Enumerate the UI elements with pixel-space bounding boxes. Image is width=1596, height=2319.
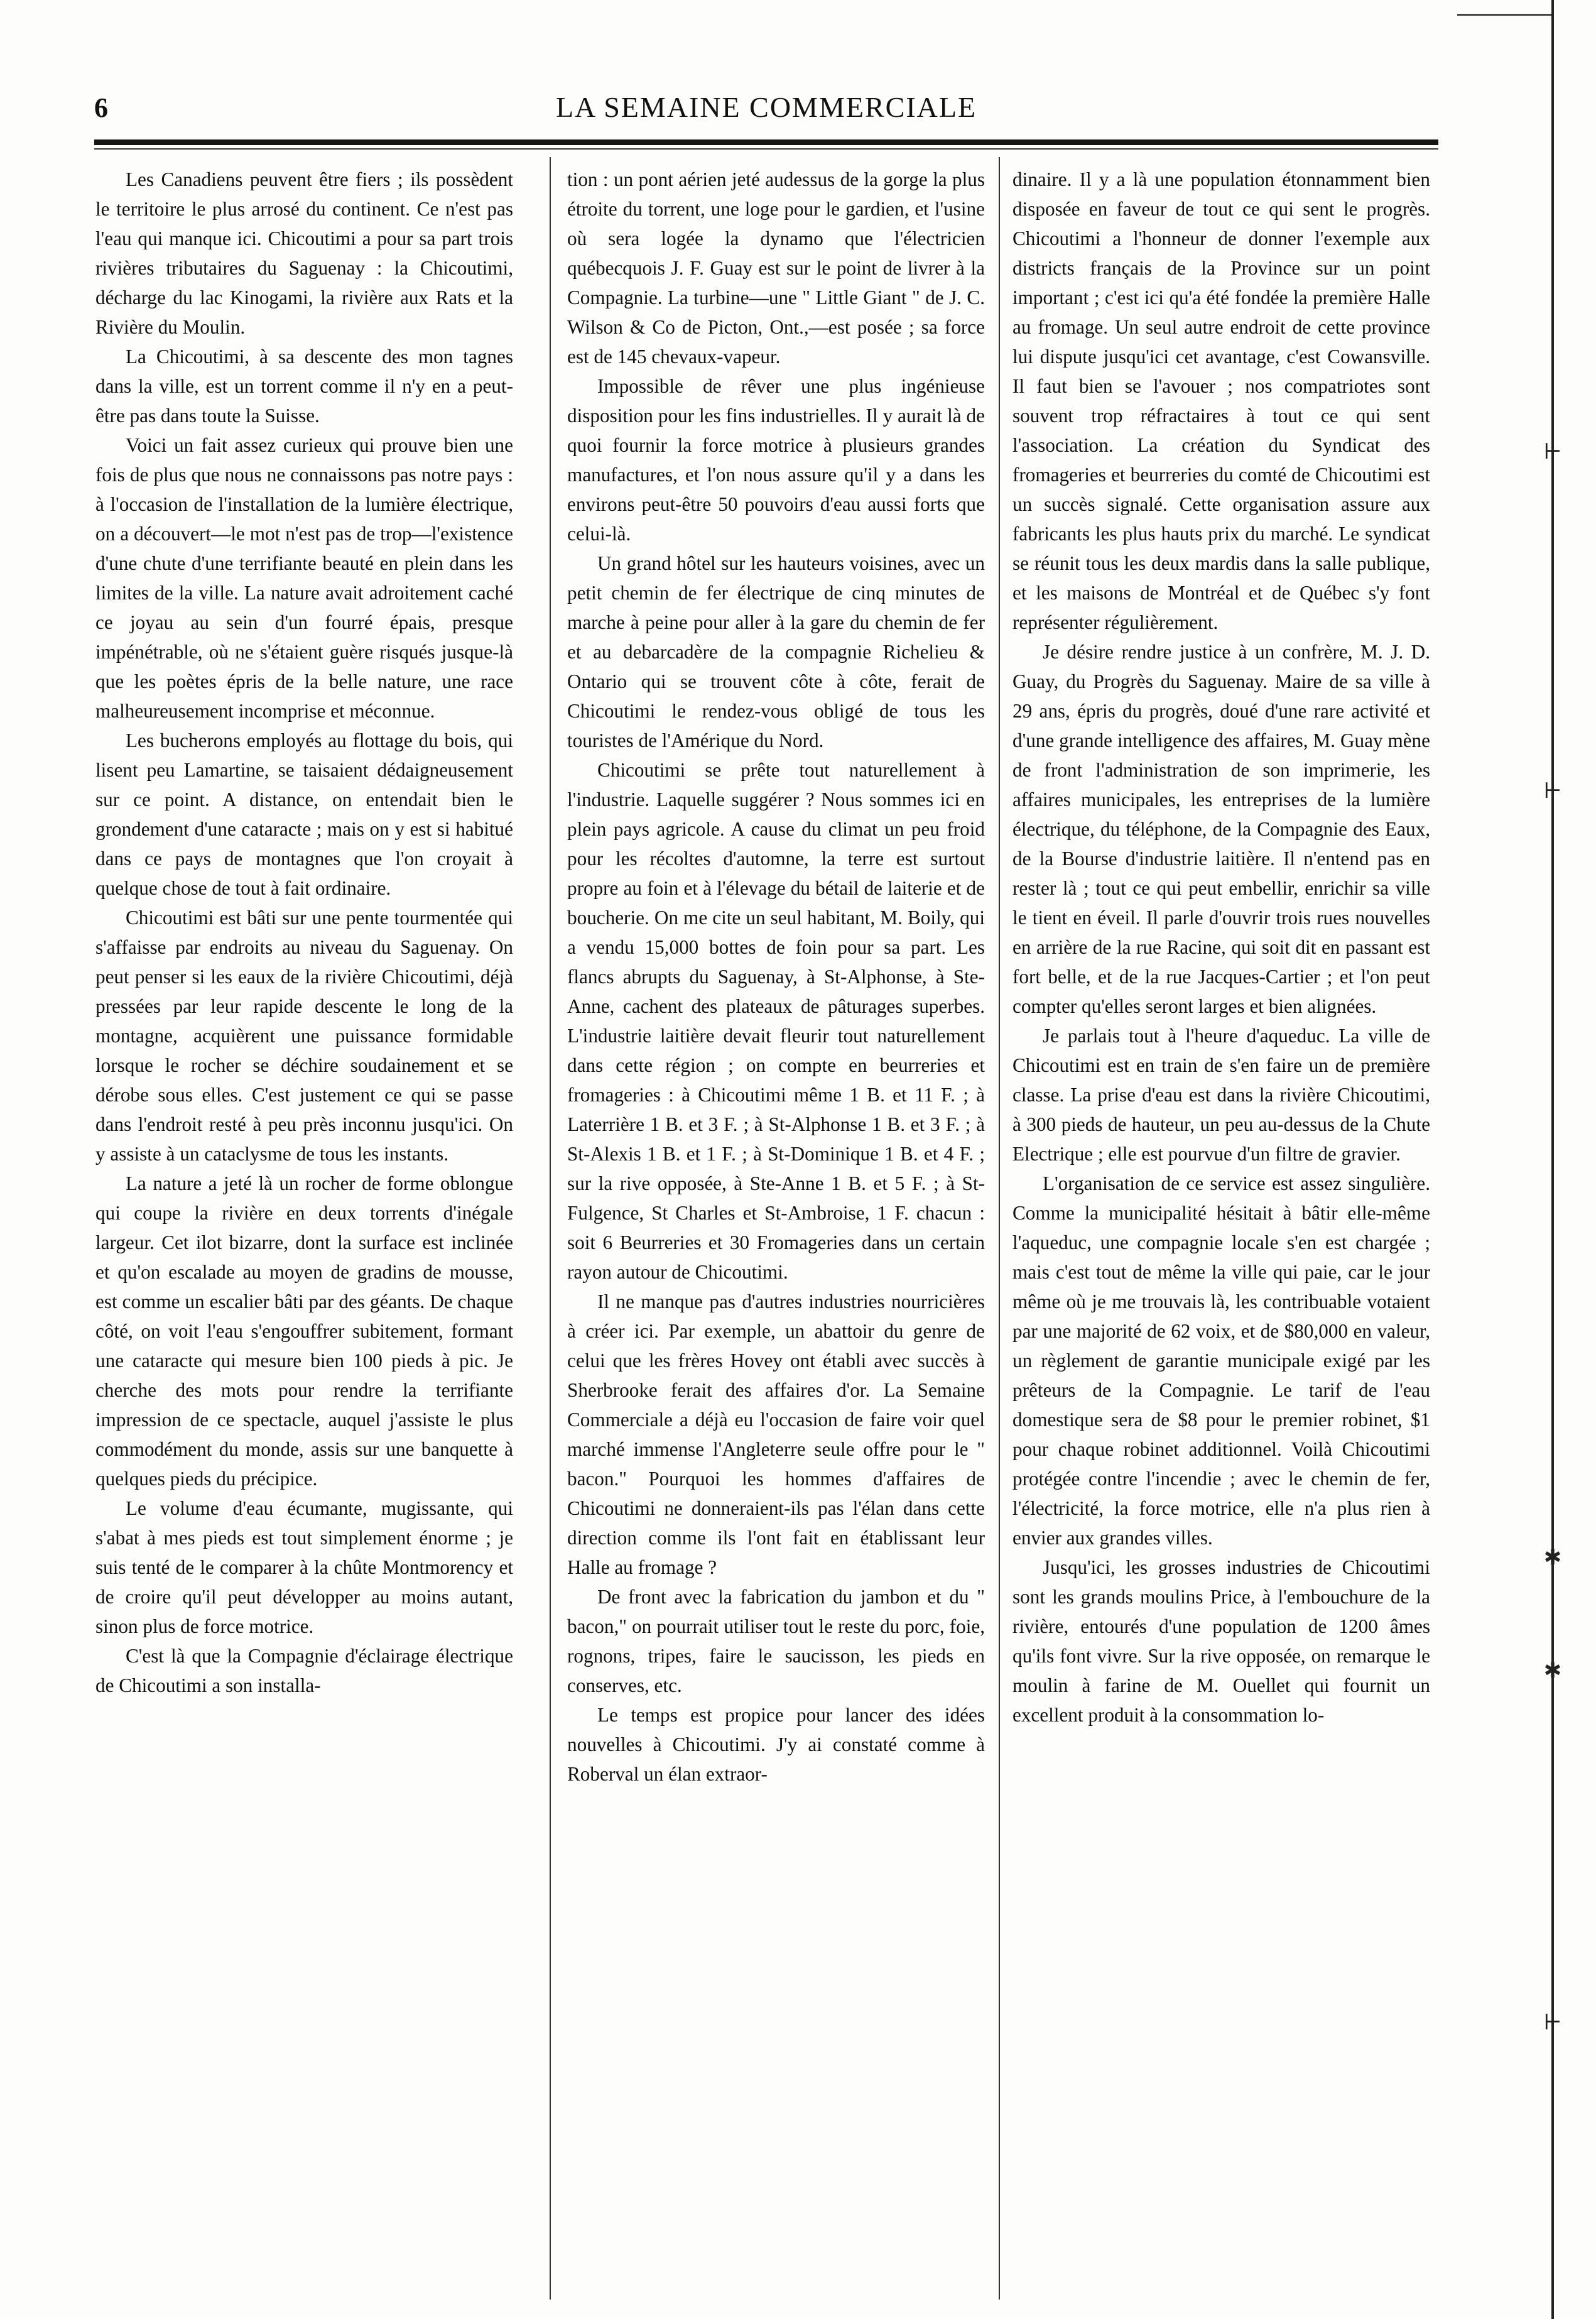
column-divider [999, 157, 1000, 2300]
page-header [94, 88, 1438, 132]
header-rule-thin [94, 148, 1438, 150]
article-column-2 [567, 165, 985, 2288]
paragraph: Les Canadiens peuvent être fiers ; ils possèdent le territoire le plus arrosé du continent. Ce n'est pas l'eau qui manque ici. Chicoutimi a pour sa part trois rivières tributaires du Saguenay : la Chicoutimi, décharge du lac Kinogami, la rivière aux Rats et la Rivière du Moulin. [95, 168, 513, 338]
column-divider [550, 157, 551, 2300]
paragraph: La nature a jeté là un rocher de forme oblongue qui coupe la rivière en deux torrents d'inégale largeur. Cet ilot bizarre, dont la surface est inclinée et qu'on escalade au moyen de gradins de mousse, est comme un escalier bâti par des géants. De chaque côté, on voit l'eau s'engouffrer subitement, formant une cataracte qui mesure bien 100 pieds à pic. Je cherche des mots pour rendre la terrifiante impression de ce spectacle, auquel j'assiste le plus commodément du monde, assis sur une banquette à quelques pieds du précipice. [95, 1172, 513, 1490]
binding-tick-icon: ⊢ [1543, 2011, 1562, 2034]
binding-tick-icon: ⊢ [1543, 780, 1562, 803]
binding-tick-icon: ⊢ [1543, 440, 1562, 464]
paragraph: L'organisation de ce service est assez singulière. Comme la municipalité hésitait à bâtir elle-même l'aqueduc, une compagnie locale s'en est chargée ; mais c'est tout de même la ville qui paie, car le jour même où je me trouvais là, les contribuable votaient par une majorité de 62 voix, et de $80,000 en valeur, un règlement de garantie municipale exigé par les prêteurs de la Compagnie. Le tarif de l'eau domestique sera de $8 pour le premier robinet, $1 pour chaque robinet additionnel. Voilà Chicoutimi protégée contre l'incendie ; avec le chemin de fer, l'électricité, la force motrice, elle n'a plus rien à envier aux grandes villes. [1012, 1172, 1430, 1549]
paragraph: Chicoutimi se prête tout naturellement à l'industrie. Laquelle suggérer ? Nous sommes ici en plein pays agricole. A cause du climat un peu froid pour les récoltes d'automne, la terre est surtout propre au foin et à l'élevage du bétail de laiterie et de boucherie. On me cite un seul habitant, M. Boily, qui a vendu 15,000 bottes de foin pour sa part. Les flancs abrupts du Saguenay, à St-Alphonse, à Ste-Anne, cachent des plateaux de pâturages superbes. L'industrie laitière devait fleurir tout naturellement dans cette région ; on compte en beurreries et fromageries : à Chicoutimi même 1 B. et 11 F. ; à Laterrière 1 B. et 3 F. ; à St-Alphonse 1 B. et 3 F. ; à St-Alexis 1 B. et 1 F. ; à St-Dominique 1 B. et 4 F. ; sur la rive opposée, à Ste-Anne 1 B. et 5 F. ; à St-Fulgence, St Charles et St-Ambroise, 1 F. chacun : soit 6 Beurreries et 30 Fromageries dans un certain rayon autour de Chicoutimi. [567, 759, 985, 1283]
paragraph: Je parlais tout à l'heure d'aqueduc. La ville de Chicoutimi est en train de s'en faire un de première classe. La prise d'eau est dans la rivière Chicoutimi, à 300 pieds de hauteur, un peu au-dessus de la Chute Electrique ; elle est pourvue d'un filtre de gravier. [1012, 1025, 1430, 1165]
paragraph: Le temps est propice pour lancer des idées nouvelles à Chicoutimi. J'y ai constaté comme à Roberval un élan extraor- [567, 1704, 985, 1785]
newspaper-title: LA SEMAINE COMMERCIALE [555, 91, 977, 123]
paragraph: Il ne manque pas d'autres industries nourricières à créer ici. Par exemple, un abattoir du genre de celui que les frères Hovey ont établi avec succès à Sherbrooke ferait des affaires d'or. La Semaine Commerciale a déjà eu l'occasion de faire voir quel marché immense l'Angleterre seule offre pour le " bacon." Pourquoi les hommes d'affaires de Chicoutimi ne donneraient-ils pas l'élan dans cette direction comme ils l'ont fait en établissant leur Halle au fromage ? [567, 1290, 985, 1578]
page-number: 6 [94, 92, 108, 123]
article-column-1 [95, 165, 513, 2288]
binding-star-icon: ✱ [1543, 1546, 1562, 1569]
paragraph: tion : un pont aérien jeté audessus de la gorge la plus étroite du torrent, une loge pour le gardien, et l'usine où sera logée la dynamo que l'électricien québecquois J. F. Guay est sur le point de livrer à la Compagnie. La turbine—une " Little Giant " de J. C. Wilson & Co de Picton, Ont.,—est posée ; sa force est de 145 chevaux-vapeur. [567, 168, 985, 368]
page-edge-rule [1457, 14, 1551, 16]
article-column-3 [1012, 165, 1430, 2288]
paragraph: Voici un fait assez curieux qui prouve bien une fois de plus que nous ne connaissons pas notre pays : à l'occasion de l'installation de la lumière électrique, on a découvert—le mot n'est pas de trop—l'existence d'une chute d'une terrifiante beauté en plein dans les limites de la ville. La nature avait adroitement caché ce joyau au sein d'un fourré épais, presque impénétrable, où ne s'étaient guère risqués jusque-là que les poètes épris de la belle nature, une race malheureusement incomprise et méconnue. [95, 434, 513, 722]
paragraph: Chicoutimi est bâti sur une pente tourmentée qui s'affaisse par endroits au niveau du Saguenay. On peut penser si les eaux de la rivière Chicoutimi, déjà pressées par leur rapide descente le long de la montagne, acquièrent une puissance formidable lorsque le rocher se déchire soudainement et se dérobe sous elles. C'est justement ce qui se passe dans l'endroit resté à peu près inconnu jusqu'ici. On y assiste à un cataclysme de tous les instants. [95, 907, 513, 1165]
paragraph: Un grand hôtel sur les hauteurs voisines, avec un petit chemin de fer électrique de cinq minutes de marche à peine pour aller à la gare du chemin de fer et au debarcadère de la compagnie Richelieu & Ontario qui se trouvent côte à côte, ferait de Chicoutimi le rendez-vous obligé de tous les touristes de l'Amérique du Nord. [567, 552, 985, 751]
paragraph: Les bucherons employés au flottage du bois, qui lisent peu Lamartine, se taisaient dédaigneusement sur ce point. A distance, on entendait bien le grondement d'une cataracte ; mais on y est si habitué dans ce pays de montagnes que l'on croyait à quelque chose de tout à fait ordinaire. [95, 729, 513, 899]
paragraph: Je désire rendre justice à un confrère, M. J. D. Guay, du Progrès du Saguenay. Maire de sa ville à 29 ans, épris du progrès, doué d'une rare activité et d'une grande intelligence des affaires, M. Guay mène de front l'administration de son imprimerie, les affaires municipales, les entreprises de la lumière électrique, du téléphone, de la Compagnie des Eaux, de la Bourse d'industrie laitière. Il n'entend pas en rester là ; tout ce qui peut embellir, enrichir sa ville le tient en éveil. Il parle d'ouvrir trois rues nouvelles en arrière de la rue Racine, qui soit dit en passant est fort belle, et de la rue Jacques-Cartier ; et l'on peut compter qu'elles seront larges et bien alignées. [1012, 641, 1430, 1017]
paragraph: dinaire. Il y a là une population étonnamment bien disposée en faveur de tout ce qui sent le progrès. Chicoutimi a l'honneur de donner l'exemple aux districts français de la Province sur un point important ; c'est ici qu'a été fondée la première Halle au fromage. Un seul autre endroit de cette province lui dispute jusqu'ici cet avantage, c'est Cowansville. Il faut bien se l'avouer ; nos compatriotes sont souvent trop réfractaires à tout ce qui sent l'association. La création du Syndicat des fromageries et beurreries du comté de Chicoutimi est un succès signalé. Cette organisation assure aux fabricants les plus hauts prix du marché. Le syndicat se réunit tous les deux mardis dans la salle publique, et les maisons de Montréal et de Québec s'y font représenter régulièrement. [1012, 168, 1430, 633]
binding-edge-line [1551, 0, 1554, 2319]
paragraph: La Chicoutimi, à sa descente des mon tagnes dans la ville, est un torrent comme il n'y en a peut-être pas dans toute la Suisse. [95, 346, 513, 427]
paragraph: C'est là que la Compagnie d'éclairage électrique de Chicoutimi a son installa- [95, 1645, 513, 1696]
paragraph: De front avec la fabrication du jambon et du " bacon," on pourrait utiliser tout le reste du porc, foie, rognons, tripes, faire le saucisson, les pieds en conserves, etc. [567, 1586, 985, 1696]
paragraph: Impossible de rêver une plus ingénieuse disposition pour les fins industrielles. Il y aurait là de quoi fournir la force motrice à plusieurs grandes manufactures, et l'on nous assure qu'il y a dans les environs peut-être 50 pouvoirs d'eau aussi forts que celui-là. [567, 375, 985, 545]
header-rule-thick [94, 139, 1438, 145]
paragraph: Jusqu'ici, les grosses industries de Chicoutimi sont les grands moulins Price, à l'embouchure de la rivière, entourés d'une population de 1200 âmes qu'ils font vivre. Sur la rive opposée, on remarque le moulin à farine de M. Ouellet qui fournit un excellent produit à la consommation lo- [1012, 1556, 1430, 1726]
binding-star-icon: ✱ [1543, 1659, 1562, 1683]
paragraph: Le volume d'eau écumante, mugissante, qui s'abat à mes pieds est tout simplement énorme ; je suis tenté de le comparer à la chûte Montmorency et de croire qu'il peut développer au moins autant, sinon plus de force motrice. [95, 1497, 513, 1637]
